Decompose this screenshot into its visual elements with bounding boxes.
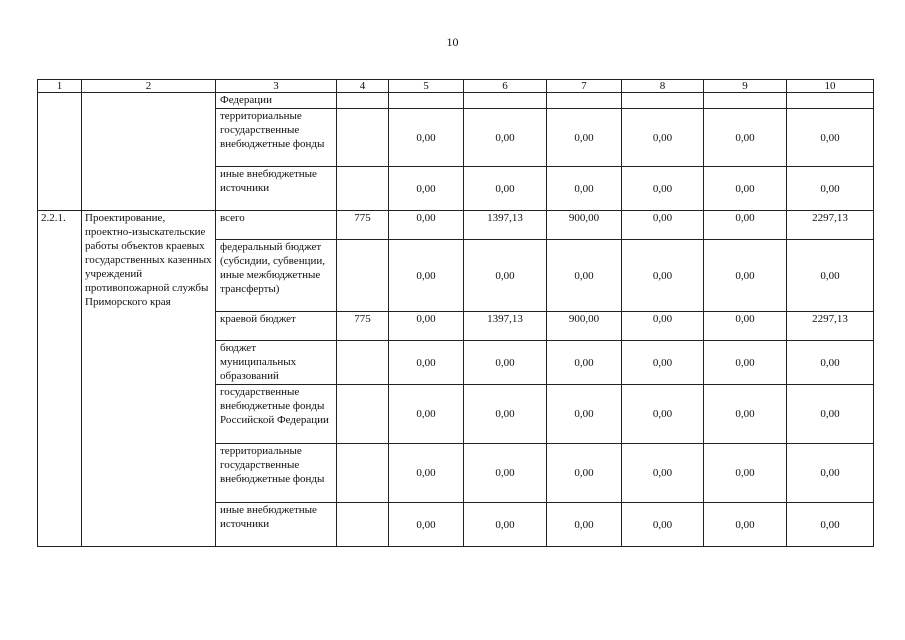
funding-source-cell: территориальные государственные внебюджетные фонды	[216, 109, 337, 167]
value-cell: 2297,13	[787, 211, 874, 240]
value-cell: 0,00	[547, 167, 622, 211]
value-cell: 0,00	[547, 341, 622, 385]
value-cell	[787, 93, 874, 109]
value-cell: 0,00	[787, 109, 874, 167]
value-cell: 0,00	[389, 444, 464, 503]
value-cell: 0,00	[622, 503, 704, 547]
value-cell: 0,00	[704, 312, 787, 341]
item-name-cell: Проектирование, проектно-изыскательские работы объектов краевых государственных казенных учреждений противопожарной службы Приморского края	[82, 211, 216, 547]
value-cell: 0,00	[547, 109, 622, 167]
header-cell: 3	[216, 80, 337, 93]
funding-source-cell: бюджет муниципальных образований	[216, 341, 337, 385]
value-cell: 0,00	[704, 240, 787, 312]
value-cell: 0,00	[622, 109, 704, 167]
funding-source-cell: краевой бюджет	[216, 312, 337, 341]
header-cell: 9	[704, 80, 787, 93]
value-cell	[622, 93, 704, 109]
value-cell	[337, 385, 389, 444]
value-cell: 900,00	[547, 312, 622, 341]
table-header-row	[38, 80, 874, 93]
value-cell: 0,00	[622, 341, 704, 385]
value-cell: 0,00	[547, 444, 622, 503]
value-cell	[337, 109, 389, 167]
value-cell	[337, 444, 389, 503]
value-cell	[337, 93, 389, 109]
value-cell: 0,00	[787, 240, 874, 312]
value-cell: 0,00	[464, 109, 547, 167]
value-cell: 0,00	[704, 211, 787, 240]
table-body	[38, 80, 874, 547]
value-cell: 0,00	[704, 503, 787, 547]
value-cell: 0,00	[704, 167, 787, 211]
value-cell: 0,00	[464, 341, 547, 385]
value-cell	[547, 93, 622, 109]
value-cell	[337, 503, 389, 547]
value-cell: 0,00	[704, 444, 787, 503]
header-cell: 1	[38, 80, 82, 93]
funding-source-cell: иные внебюджетные источники	[216, 503, 337, 547]
value-cell: 0,00	[389, 385, 464, 444]
funding-source-cell: федеральный бюджет (субсидии, субвенции, иные межбюджетные трансферты)	[216, 240, 337, 312]
value-cell: 0,00	[622, 312, 704, 341]
header-cell: 7	[547, 80, 622, 93]
funding-source-cell: всего	[216, 211, 337, 240]
value-cell: 0,00	[787, 341, 874, 385]
value-cell	[464, 93, 547, 109]
header-cell: 2	[82, 80, 216, 93]
item-code-cell: 2.2.1.	[38, 211, 82, 547]
value-cell: 0,00	[389, 240, 464, 312]
table-row	[38, 211, 874, 240]
table-row	[38, 93, 874, 109]
value-cell: 0,00	[622, 240, 704, 312]
value-cell: 1397,13	[464, 312, 547, 341]
value-cell: 0,00	[787, 503, 874, 547]
header-cell: 10	[787, 80, 874, 93]
empty-code-cell	[38, 93, 82, 211]
value-cell: 0,00	[464, 503, 547, 547]
header-cell: 6	[464, 80, 547, 93]
value-cell: 0,00	[704, 109, 787, 167]
value-cell	[337, 341, 389, 385]
funding-source-cell: Федерации	[216, 93, 337, 109]
value-cell: 1397,13	[464, 211, 547, 240]
value-cell: 0,00	[547, 240, 622, 312]
value-cell	[337, 240, 389, 312]
value-cell: 0,00	[389, 211, 464, 240]
value-cell: 2297,13	[787, 312, 874, 341]
value-cell: 0,00	[622, 385, 704, 444]
funding-source-cell: территориальные государственные внебюджетные фонды	[216, 444, 337, 503]
value-cell	[704, 93, 787, 109]
empty-name-cell	[82, 93, 216, 211]
value-cell: 775	[337, 211, 389, 240]
value-cell: 0,00	[622, 211, 704, 240]
value-cell: 900,00	[547, 211, 622, 240]
value-cell: 0,00	[389, 341, 464, 385]
value-cell: 0,00	[704, 341, 787, 385]
page-number: 10	[446, 35, 459, 49]
value-cell: 0,00	[464, 240, 547, 312]
funding-source-cell: государственные внебюджетные фонды Российской Федерации	[216, 385, 337, 444]
value-cell: 0,00	[787, 385, 874, 444]
value-cell: 0,00	[547, 503, 622, 547]
value-cell: 0,00	[464, 385, 547, 444]
value-cell: 0,00	[547, 385, 622, 444]
funding-source-cell: иные внебюджетные источники	[216, 167, 337, 211]
value-cell: 0,00	[389, 312, 464, 341]
value-cell: 0,00	[389, 503, 464, 547]
value-cell: 0,00	[622, 167, 704, 211]
value-cell	[389, 93, 464, 109]
value-cell	[337, 167, 389, 211]
value-cell: 0,00	[622, 444, 704, 503]
value-cell: 0,00	[389, 167, 464, 211]
value-cell: 0,00	[787, 444, 874, 503]
value-cell: 0,00	[464, 167, 547, 211]
value-cell: 775	[337, 312, 389, 341]
value-cell: 0,00	[704, 385, 787, 444]
budget-table	[37, 79, 874, 547]
header-cell: 4	[337, 80, 389, 93]
header-cell: 5	[389, 80, 464, 93]
header-cell: 8	[622, 80, 704, 93]
value-cell: 0,00	[787, 167, 874, 211]
value-cell: 0,00	[464, 444, 547, 503]
value-cell: 0,00	[389, 109, 464, 167]
